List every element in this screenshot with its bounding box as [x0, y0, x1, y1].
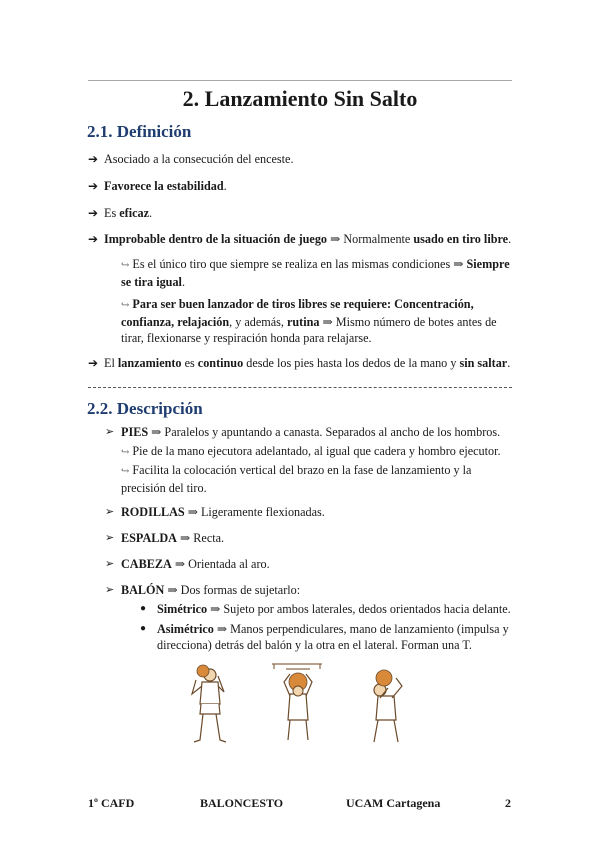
triangle-bullet-icon: ➢ — [105, 426, 115, 438]
hook-arrow-icon: ↪ — [121, 447, 130, 458]
ball-icon — [197, 665, 209, 677]
triangle-bullet-icon: ➢ — [105, 584, 115, 596]
desc-cabeza: CABEZA ⇒ Orientada al aro. — [121, 557, 270, 571]
def-sub-2: ↪ Para ser buen lanzador de tiros libres se requiere: Concentración, confianza, relajación, y además, rutina ⇒ Mismo número de botes antes de tirar, flexionarse y respiración honda para relajarse. — [121, 297, 497, 345]
desc-rodillas: RODILLAS ⇒ Ligeramente flexionadas. — [121, 505, 325, 519]
def-item-1: Asociado a la consecución del enceste. — [104, 152, 294, 166]
page-title: 2. Lanzamiento Sin Salto — [182, 86, 418, 111]
footer-subject: BALONCESTO — [200, 796, 284, 810]
desc-simetrico: Simétrico ⇒ Sujeto por ambos laterales, dedos orientados hacia delante. — [157, 602, 511, 616]
desc-espalda: ESPALDA ⇒ Recta. — [121, 531, 225, 545]
page-number: 2 — [505, 796, 511, 810]
player-illustration-1 — [180, 662, 240, 744]
hook-arrow-icon: ↪ — [121, 260, 130, 271]
player-illustration-3 — [360, 662, 420, 744]
round-bullet-icon: ● — [140, 603, 147, 614]
desc-pies-sub-2: ↪ Facilita la colocación vertical del brazo en la fase de lanzamiento y la precisión del tiro. — [121, 463, 472, 495]
right-arrow-icon: ➔ — [88, 232, 99, 246]
right-arrow-icon: ➔ — [88, 152, 99, 166]
footer-institution: UCAM Cartagena — [346, 796, 441, 810]
triangle-bullet-icon: ➢ — [105, 558, 115, 570]
footer-course: 1º CAFD — [88, 796, 135, 810]
triangle-bullet-icon: ➢ — [105, 532, 115, 544]
desc-asimetrico: Asimétrico ⇒ Manos perpendiculares, mano de lanzamiento (impulsa y direcciona) detrás del balón y la otra en el lateral. Forman una T. — [157, 622, 509, 652]
def-item-5: El lanzamiento es continuo desde los pies hasta los dedos de la mano y sin saltar. — [104, 356, 511, 370]
ball-icon — [376, 670, 392, 686]
right-arrow-icon: ➔ — [88, 179, 99, 193]
desc-balon: BALÓN ⇒ Dos formas de sujetarlo: — [121, 583, 301, 597]
right-arrow-icon: ➔ — [88, 356, 99, 370]
triangle-bullet-icon: ➢ — [105, 506, 115, 518]
right-arrow-icon: ➔ — [88, 206, 99, 220]
def-item-3: Es eficaz. — [104, 206, 153, 220]
player-illustration-2 — [266, 660, 330, 744]
desc-pies-sub-1: ↪ Pie de la mano ejecutora adelantado, al igual que cadera y hombro ejecutor. — [121, 444, 501, 458]
hook-arrow-icon: ↪ — [121, 300, 130, 311]
section-divider — [88, 387, 512, 388]
round-bullet-icon: ● — [140, 623, 147, 634]
desc-pies: PIES ⇒ Paralelos y apuntando a canasta. Separados al ancho de los hombros. — [121, 425, 501, 439]
top-rule — [88, 80, 512, 81]
def-item-4: Improbable dentro de la situación de juego ⇒ Normalmente usado en tiro libre. — [104, 232, 512, 246]
section-heading-descripcion: 2.2. Descripción — [87, 399, 203, 418]
hook-arrow-icon: ↪ — [121, 466, 130, 477]
section-heading-definicion: 2.1. Definición — [87, 122, 192, 141]
def-sub-1: ↪ Es el único tiro que siempre se realiza en las mismas condiciones ⇒ Siempre se tira igual. — [121, 257, 510, 289]
def-item-2: Favorece la estabilidad. — [104, 179, 227, 193]
